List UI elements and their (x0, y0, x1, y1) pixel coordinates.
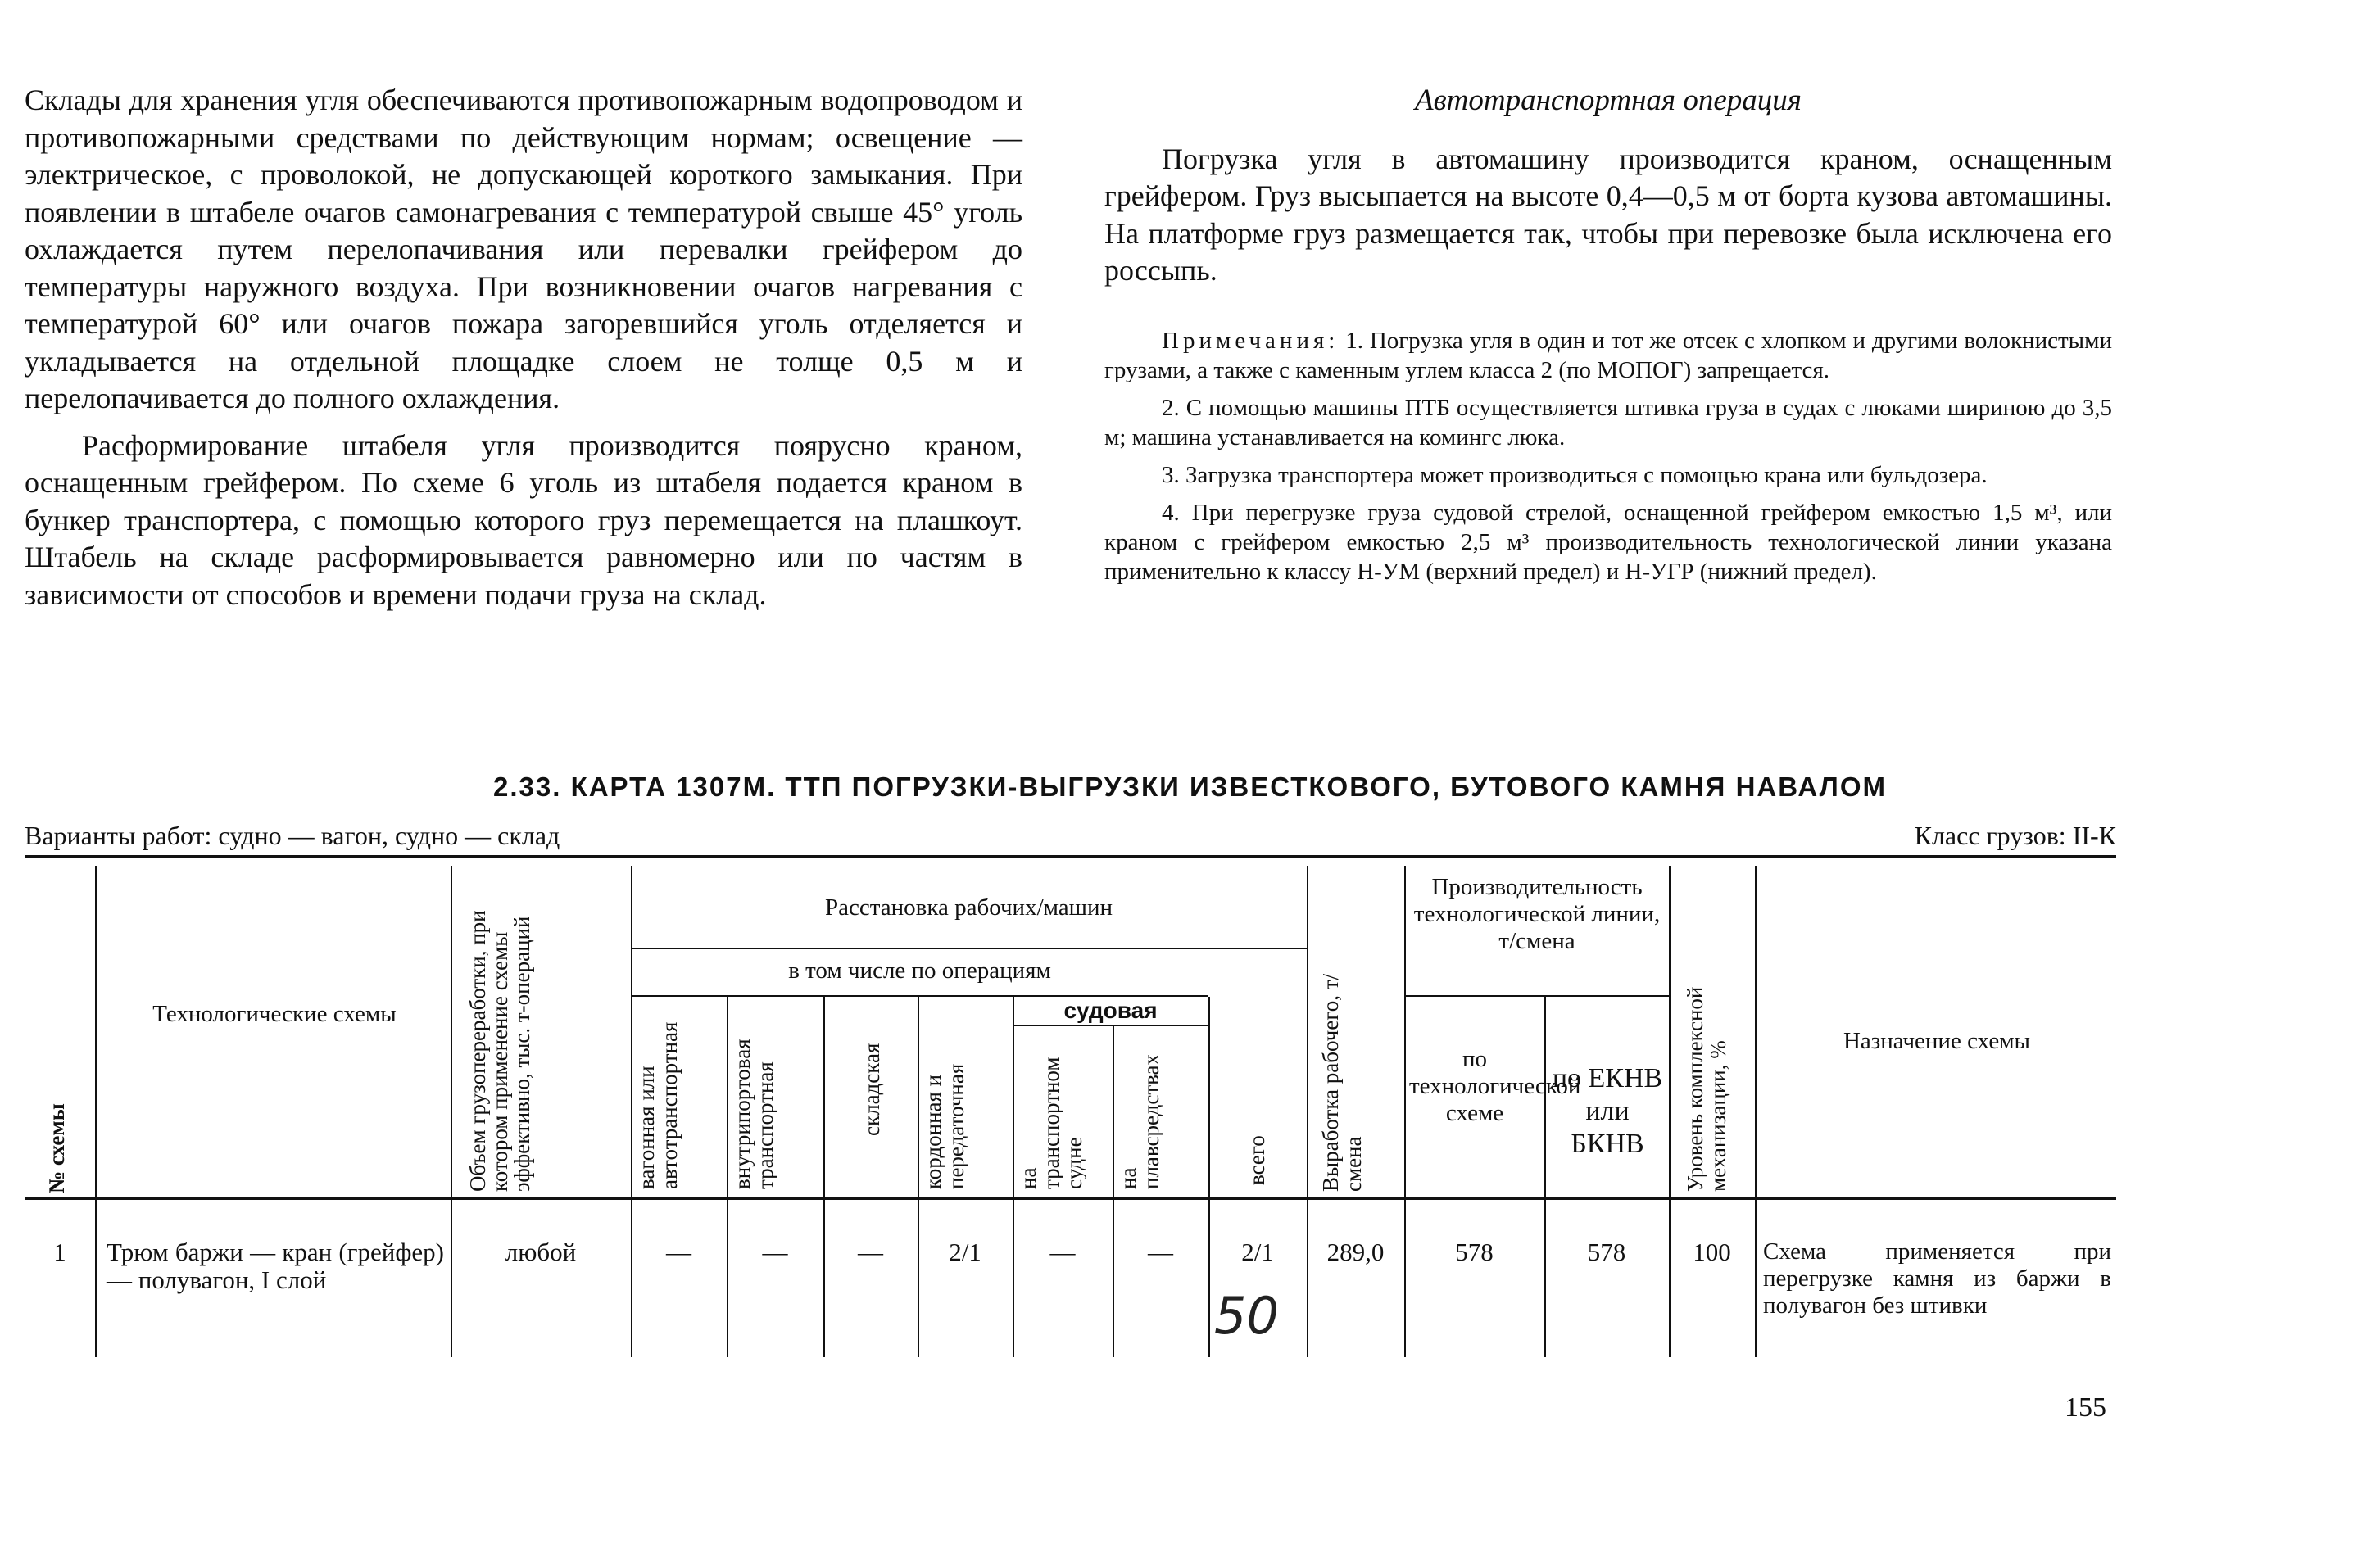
cell-op-cordon: 2/1 (949, 1238, 981, 1266)
col-divider (918, 997, 919, 1357)
row-divider (631, 948, 1307, 949)
header-tech-schemes: Технологические схемы (152, 1001, 397, 1027)
note-1: Примечания: 1. Погрузка угля в один и тот же отсек с хлопком и другими волокнистыми грузами, а также с каменным углем класса 2 (по МОПОГ) запрещается. (1104, 327, 2112, 383)
col-divider (631, 866, 632, 1357)
header-op-intraport: внутрипортовая транспортная (730, 1039, 777, 1189)
col-divider (1669, 866, 1671, 1357)
page-number: 155 (2065, 1392, 2106, 1423)
cell-op-wagon: — (666, 1238, 691, 1266)
header-output: Выработка рабочего, т/смена (1318, 973, 1366, 1192)
cell-op-warehouse: — (858, 1238, 883, 1266)
header-ship-group: судовая (1063, 998, 1158, 1023)
col-divider (1755, 866, 1757, 1357)
header-prod-ekhv: по ЕКНВ или БКНВ (1552, 1063, 1663, 1159)
work-variants: Варианты работ: судно — вагон, судно — склад (25, 821, 560, 850)
header-op-warehouse: складская (859, 1043, 884, 1136)
cell-op-total: 2/1 (1241, 1238, 1274, 1266)
cell-op-on-transport: — (1049, 1238, 1076, 1266)
col-divider (727, 997, 728, 1357)
col-divider (1113, 1025, 1114, 1357)
cell-output: 289,0 (1326, 1238, 1385, 1266)
col-divider (95, 866, 97, 1357)
note-3: 3. Загрузка транспортера может производиться с помощью крана или бульдозера. (1162, 461, 1988, 488)
header-scheme-no: № схемы (44, 1103, 69, 1193)
cell-prod-ekhv: 578 (1587, 1238, 1626, 1266)
left-paragraph-1: Склады для хранения угля обеспечиваются противопожарным водопроводом и противопожарными средствами по действующим нормам; освещение — электрическое, с проволокой, не допускающей короткого замыкания. При появлении в штабеле очагов самонагревания с температурой свыше 45° уголь охлаждается путем перелопачивания или перевалки грейфером до температуры наружного воздуха. При возникновении очагов нагревания с температурой 60° или очагов пожара загоревшийся уголь отделяется и укладывается на отдельной площадке слоем не толще 0,5 м и перелопачивается до полного охлаждения. (25, 84, 1022, 414)
col-divider (1307, 866, 1308, 1357)
right-column-text (1104, 82, 2112, 595)
cell-volume: любой (505, 1238, 577, 1266)
tech-scheme-table (25, 858, 2116, 1365)
row-divider (1404, 995, 1669, 997)
cargo-class: Класс грузов: II-К (1914, 821, 2116, 850)
col-divider (1544, 997, 1546, 1357)
section-heading: Автотранспортная операция (1414, 84, 1802, 117)
header-placement: Расстановка рабочих/машин (824, 894, 1113, 921)
header-op-on-transport: на транспортном судне (1016, 1057, 1086, 1189)
cell-prod-tech: 578 (1455, 1238, 1494, 1266)
card-title: 2.33. КАРТА 1307М. ТТП ПОГРУЗКИ-ВЫГРУЗКИ ИЗВЕСТКОВОГО, БУТОВОГО КАМНЯ НАВАЛОМ (493, 772, 1887, 802)
left-paragraph-2: Расформирование штабеля угля производится поярусно краном, оснащенным грейфером. По схеме 6 уголь из штабеля подается краном в бункер транспортера, с помощью которого груз перемещается на плашкоут. Штабель на складе расформировывается равномерно или по частям в зависимости от способов и времени подачи груза на склад. (25, 428, 1022, 611)
cell-scheme: Трюм баржи — кран (грейфер) — полувагон, I слой (107, 1238, 444, 1294)
header-op-on-floating: на плавсредствах (1116, 1053, 1163, 1189)
col-divider (1013, 997, 1014, 1357)
col-divider (1208, 997, 1210, 1357)
header-mechanization: Уровень комплексной механизации, % (1683, 986, 1730, 1192)
cell-op-on-floating: — (1148, 1238, 1173, 1266)
notes-label: Примечания: (1162, 327, 1340, 354)
header-purpose: Назначение схемы (1843, 1028, 2031, 1054)
cell-op-intraport: — (762, 1238, 788, 1266)
header-productivity: Производительность технологической линии, т/смена (1413, 874, 1661, 954)
left-column-text (25, 82, 1022, 613)
row-divider (25, 1197, 2116, 1200)
col-divider (1404, 866, 1406, 1357)
header-op-total: всего (1244, 1135, 1269, 1185)
handwritten-note: 50 (1214, 1286, 1279, 1346)
row-divider (1013, 1025, 1208, 1026)
col-divider (451, 866, 452, 1357)
col-divider (823, 997, 825, 1357)
header-incl-ops: в том числе по операциям (788, 957, 1051, 984)
header-volume: Объем грузопереработки, при котором применение схемы эффективно, тыс. т-операций (465, 910, 534, 1192)
note-2: 2. С помощью машины ПТБ осуществляется штивка груза в судах с люками шириною до 3,5 м; машина устанавливается на комингс люка. (1104, 394, 2112, 450)
notes-block (1104, 326, 2112, 586)
note-4: 4. При перегрузке груза судовой стрелой, оснащенной грейфером емкостью 1,5 м³, или краном с грейфером емкостью 2,5 м³ производительность технологической линии указана применительно к классу Н-УМ (верхний предел) и Н-УГР (нижний предел). (1104, 499, 2112, 585)
header-prod-tech: по технологической схеме (1409, 1046, 1581, 1126)
cell-mech: 100 (1693, 1238, 1731, 1266)
header-op-cordon: кордонная и передаточная (921, 1063, 968, 1189)
right-paragraph-1: Погрузка угля в автомашину производится краном, оснащенным грейфером. Груз высыпается на высоте 0,4—0,5 м от борта кузова автомашины. На платформе груз размещается так, чтобы при перевозке была исключена его россыпь. (1104, 142, 2112, 287)
header-op-wagon: вагонная или автотранспортная (634, 1021, 682, 1189)
cell-purpose: Схема применяется при перегрузке камня из баржи в полувагон без штивки (1763, 1238, 2111, 1319)
cell-scheme-no: 1 (53, 1238, 66, 1266)
